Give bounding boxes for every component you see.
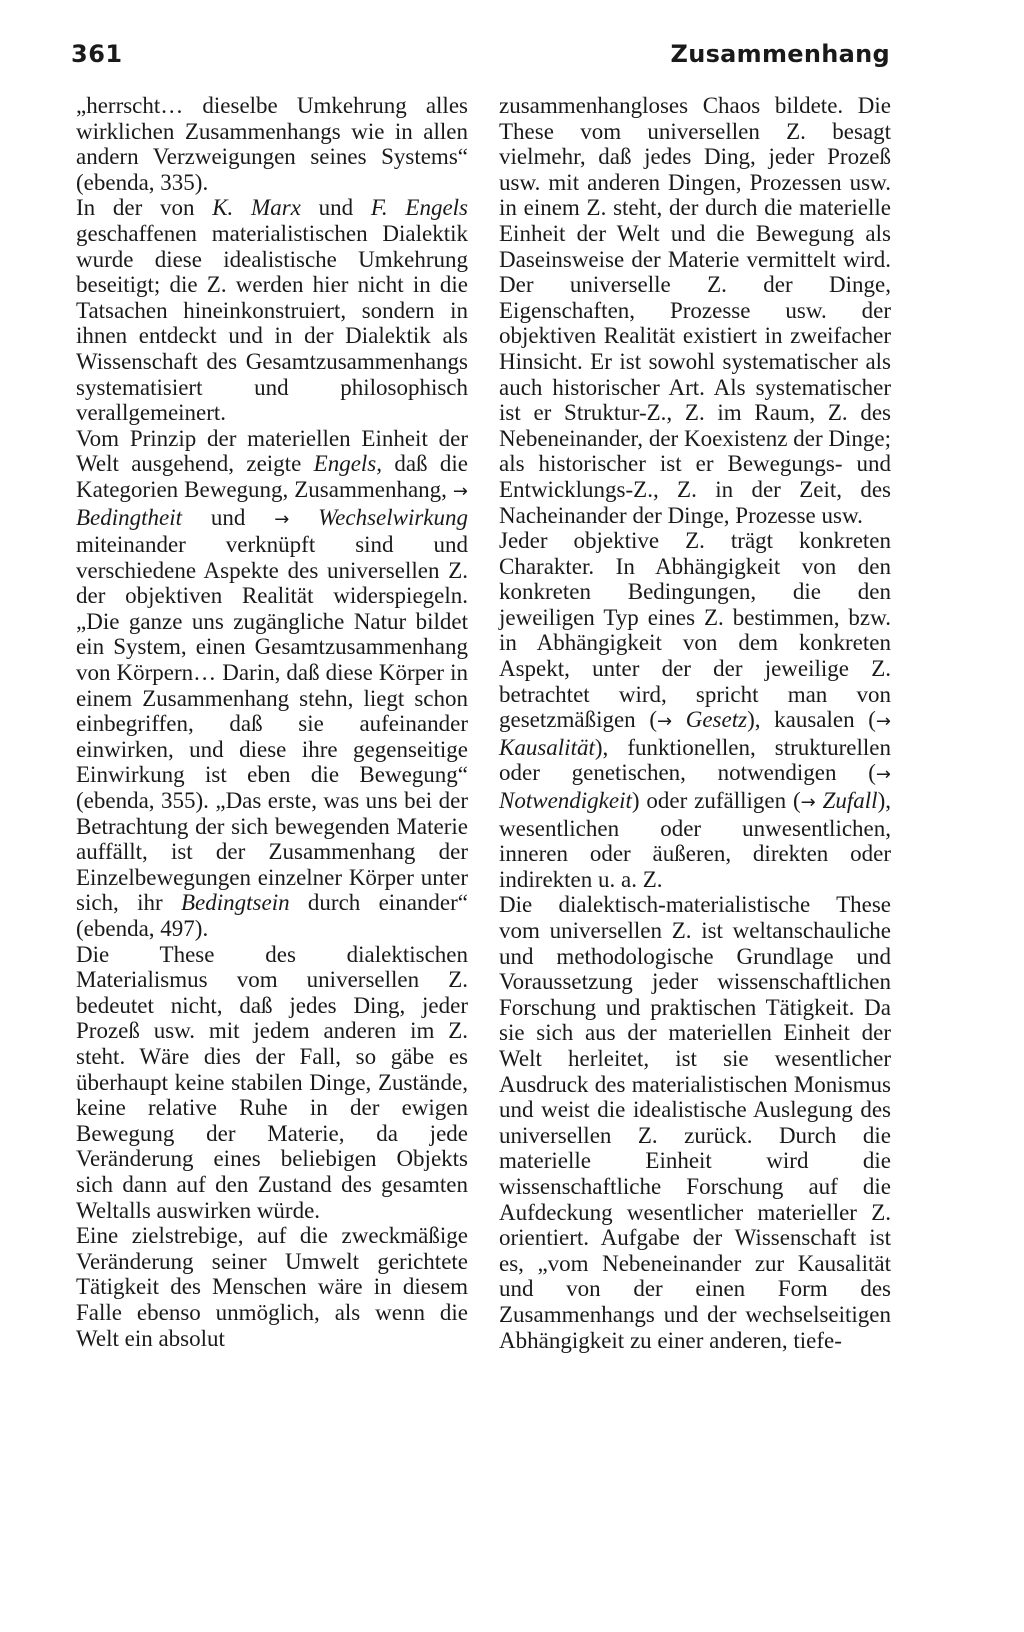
right-column-paragraph	[499, 892, 891, 1353]
text-run: durch einander“ (ebenda, 497).	[76, 890, 468, 941]
text-run: und	[182, 504, 275, 530]
cross-reference-arrow-icon: →	[656, 711, 673, 733]
text-run: „herrscht… dieselbe Umkehrung alles wirklichen Zusammenhangs wie in allen andern Verzweigungen seines Systems“ (ebenda, 335).	[76, 93, 468, 195]
text-run: miteinander verknüpft sind und verschiedene Aspekte des universellen Z. der objektiven Realität widerspiegeln. „Die ganze uns zugängliche Natur bildet ein System, einen Gesamtzusammenhang von Körpern… Darin, daß diese Körper in einem Zusammenhang stehn, liegt schon einbegriffen, daß sie aufeinander einwirken, und diese ihre gegenseitige Einwirkung ist eben die Bewegung“ (ebenda, 355). „Das erste, was uns bei der Betrachtung der sich bewegenden Materie auffällt, ist der Zusammenhang der Einzelbewegungen einzelner Körper unter sich, ihr	[76, 532, 468, 916]
text-run: ), funktionellen, strukturellen oder genetischen, notwendigen (	[499, 734, 891, 786]
italic-term: Kausalität	[499, 734, 595, 760]
text-run	[672, 707, 686, 732]
italic-term: Zufall	[822, 788, 878, 814]
text-run: In der von	[76, 195, 213, 221]
text-run: ), kausalen (	[747, 707, 876, 733]
right-column-paragraph	[499, 528, 891, 892]
left-column-paragraph	[76, 93, 468, 195]
page-number: 361	[71, 40, 123, 68]
italic-term: Bedingtsein	[181, 890, 290, 916]
italic-term: F. Engels	[370, 195, 468, 221]
left-column-paragraph	[76, 195, 468, 425]
left-column-paragraph	[76, 426, 468, 942]
italic-term: Gesetz	[685, 707, 748, 733]
text-run: Vom Prinzip der materiellen Einheit der Welt ausgehend, zeigte	[76, 425, 468, 477]
italic-term: Bedingtheit	[76, 504, 183, 530]
text-run: zusammenhangloses Chaos bildete. Die These vom universellen Z. besagt vielmehr, daß jedes Ding, jeder Prozeß usw. mit anderen Dingen, Prozessen usw. in einem Z. steht, der durch die materielle Einheit der Welt und die Bewegung als Daseinsweise der Materie vermittelt wird. Der universelle Z. der Dinge, Eigenschaften, Prozesse usw. der objektiven Realität existiert in zweifacher Hinsicht. Er ist sowohl systematischer als auch historischer Art. Als systematischer ist er Struktur-Z., Z. im Raum, Z. des Nebeneinander, der Koexistenz der Dinge; als historischer ist er Bewegungs- und Entwicklungs-Z., Z. in der Zeit, des Nacheinander der Dinge, Prozesse usw.	[499, 93, 891, 528]
italic-term: Wechselwirkung	[318, 504, 469, 530]
cross-reference-arrow-icon: →	[800, 792, 816, 814]
italic-term: K. Marx	[212, 195, 301, 221]
italic-term: Engels,	[313, 451, 382, 477]
text-run: ) oder zufälligen (	[631, 788, 801, 814]
italic-term: Notwendigkeit	[499, 788, 632, 814]
text-run: Jeder objektive Z. trägt konkreten Charakter. In Abhängigkeit von den konkreten Bedingungen, die den jeweiligen Typ eines Z. bestimmen, bzw. in Abhängigkeit von dem konkreten Aspekt, unter der der jeweilige Z. betrachtet wird, spricht man von gesetzmäßigen (	[499, 528, 891, 733]
cross-reference-arrow-icon: →	[274, 508, 290, 530]
left-column-paragraph	[76, 1223, 468, 1351]
left-column-paragraph	[76, 942, 468, 1224]
right-column-paragraph	[499, 93, 891, 528]
right-column	[499, 93, 891, 1353]
text-run	[816, 788, 823, 813]
text-run: daß die Kategorien Bewegung, Zusammenhang,	[76, 451, 469, 502]
text-run: und	[300, 195, 371, 221]
cross-reference-arrow-icon: →	[875, 711, 891, 733]
text-run: Eine zielstrebige, auf die zweckmäßige Veränderung seiner Umwelt gerichtete Tätigkeit des Menschen wäre in diesem Falle ebenso unmöglich, als wenn die Welt ein absolut	[76, 1223, 468, 1351]
text-run: Die dialektisch-materialistische These vom universellen Z. ist weltanschauliche und methodologische Grundlage und Voraussetzung jeder wissenschaftlichen Forschung und praktischen Tätigkeit. Da sie sich aus der materiellen Einheit der Welt herleitet, ist sie wesentlicher Ausdruck des materialistischen Monismus und weist die idealistische Auslegung des universellen Z. zurück. Durch die materielle Einheit wird die wissenschaftliche Forschung auf die Aufdeckung wesentlicher materieller Z. orientiert. Aufgabe der Wissenschaft ist es, „vom Nebeneinander zur Kausalität und von der einen Form des Zusammenhangs und der wechselseitigen Abhängigkeit zu einer anderen, tiefe-	[499, 892, 891, 1353]
left-column	[76, 93, 468, 1351]
running-head: Zusammenhang	[670, 40, 890, 68]
text-run: Die These des dialektischen Materialismus vom universellen Z. bedeutet nicht, daß jedes Ding, jeder Prozeß usw. mit jedem anderen im Z. steht. Wäre dies der Fall, so gäbe es überhaupt keine stabilen Dinge, Zustände, keine relative Ruhe in der ewigen Bewegung der Materie, da jede Veränderung eines beliebigen Objekts sich dann auf den Zustand des gesamten Weltalls auswirken würde.	[76, 941, 468, 1223]
text-run: ), wesentlichen oder unwesentlichen, inneren oder äußeren, direkten oder indirekten u. a. Z.	[499, 788, 891, 892]
text-run	[289, 505, 318, 530]
text-run: geschaffenen materialistischen Dialektik wurde diese idealistische Umkehrung beseitigt; die Z. werden hier nicht in die Tatsachen hineinkonstruiert, sondern in ihnen entdeckt und in der Dialektik als Wissenschaft des Gesamtzusammenhangs systematisiert und philosophisch verallgemeinert.	[76, 220, 468, 426]
cross-reference-arrow-icon: →	[875, 764, 891, 786]
cross-reference-arrow-icon: →	[452, 480, 468, 502]
